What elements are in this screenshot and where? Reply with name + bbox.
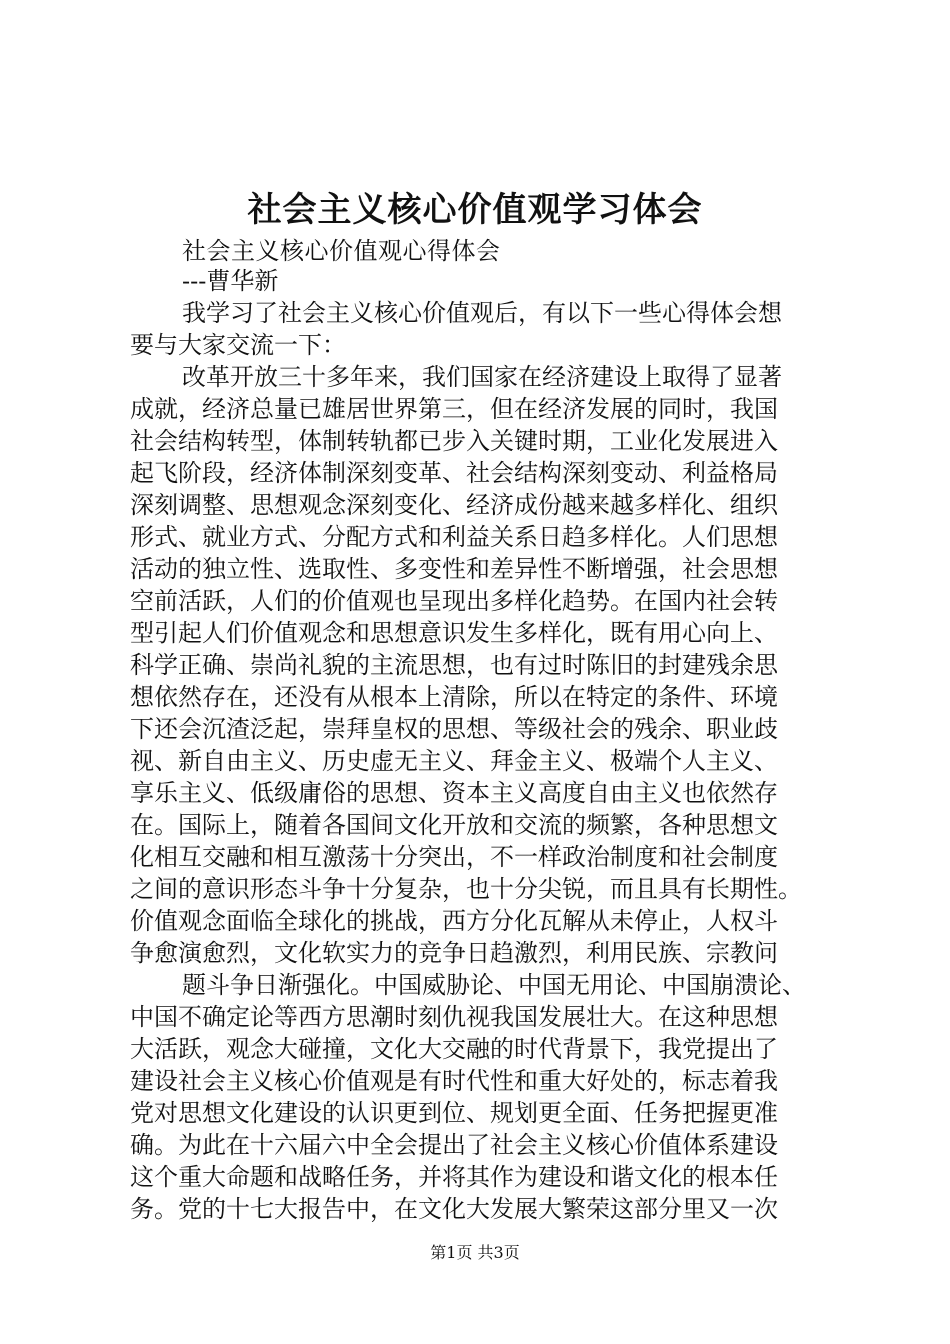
page-number-footer: 第1页 共3页	[430, 1243, 520, 1262]
document-subtitle: 社会主义核心价值观心得体会	[182, 237, 501, 265]
paragraph-line: 享乐主义、低级庸俗的思想、资本主义高度自由主义也依然存	[130, 779, 778, 807]
paragraph-line: 大活跃，观念大碰撞，文化大交融的时代背景下，我党提出了	[130, 1035, 778, 1063]
paragraph-line: 题斗争日渐强化。中国威胁论、中国无用论、中国崩溃论、	[182, 971, 806, 999]
paragraph-line: 我学习了社会主义核心价值观后，有以下一些心得体会想	[182, 299, 782, 327]
paragraph-line: 社会结构转型，体制转轨都已步入关键时期，工业化发展进入	[130, 427, 778, 455]
paragraph-line: 要与大家交流一下：	[130, 331, 346, 359]
paragraph-line: 成就，经济总量已雄居世界第三，但在经济发展的同时，我国	[130, 395, 778, 423]
paragraph-line: 化相互交融和相互激荡十分突出，不一样政治制度和社会制度	[130, 843, 778, 871]
paragraph-line: 价值观念面临全球化的挑战，西方分化瓦解从未停止，人权斗	[130, 907, 778, 935]
paragraph-line: 下还会沉渣泛起，崇拜皇权的思想、等级社会的残余、职业歧	[130, 715, 778, 743]
paragraph-line: 型引起人们价值观念和思想意识发生多样化，既有用心向上、	[130, 619, 778, 647]
paragraph-line: 党对思想文化建设的认识更到位、规划更全面、任务把握更准	[130, 1099, 778, 1127]
paragraph-line: 中国不确定论等西方思潮时刻仇视我国发展壮大。在这种思想	[130, 1003, 778, 1031]
paragraph-line: 深刻调整、思想观念深刻变化、经济成份越来越多样化、组织	[130, 491, 778, 519]
paragraph-line: 改革开放三十多年来，我们国家在经济建设上取得了显著	[182, 363, 782, 391]
paragraph-line: 活动的独立性、选取性、多变性和差异性不断增强，社会思想	[130, 555, 778, 583]
paragraph-line: 科学正确、崇尚礼貌的主流思想，也有过时陈旧的封建残余思	[130, 651, 778, 679]
paragraph-line: 在。国际上，随着各国间文化开放和交流的频繁，各种思想文	[130, 811, 778, 839]
paragraph-line: 视、新自由主义、历史虚无主义、拜金主义、极端个人主义、	[130, 747, 778, 775]
paragraph-line: 起飞阶段，经济体制深刻变革、社会结构深刻变动、利益格局	[130, 459, 778, 487]
paragraph-line: 争愈演愈烈，文化软实力的竞争日趋激烈，利用民族、宗教问	[130, 939, 778, 967]
paragraph-line: 建设社会主义核心价值观是有时代性和重大好处的，标志着我	[130, 1067, 778, 1095]
document-title: 社会主义核心价值观学习体会	[247, 190, 703, 230]
paragraph-line: 这个重大命题和战略任务，并将其作为建设和谐文化的根本任	[130, 1163, 778, 1191]
paragraph-line: 确。为此在十六届六中全会提出了社会主义核心价值体系建设	[130, 1131, 778, 1159]
paragraph-line: 务。党的十七大报告中，在文化大发展大繁荣这部分里又一次	[130, 1195, 778, 1223]
paragraph-line: 空前活跃，人们的价值观也呈现出多样化趋势。在国内社会转	[130, 587, 778, 615]
paragraph-line: 之间的意识形态斗争十分复杂，也十分尖锐，而且具有长期性。	[130, 875, 802, 903]
paragraph-line: 想依然存在，还没有从根本上清除，所以在特定的条件、环境	[130, 683, 778, 711]
document-author: ---曹华新	[182, 267, 279, 295]
paragraph-line: 形式、就业方式、分配方式和利益关系日趋多样化。人们思想	[130, 523, 778, 551]
